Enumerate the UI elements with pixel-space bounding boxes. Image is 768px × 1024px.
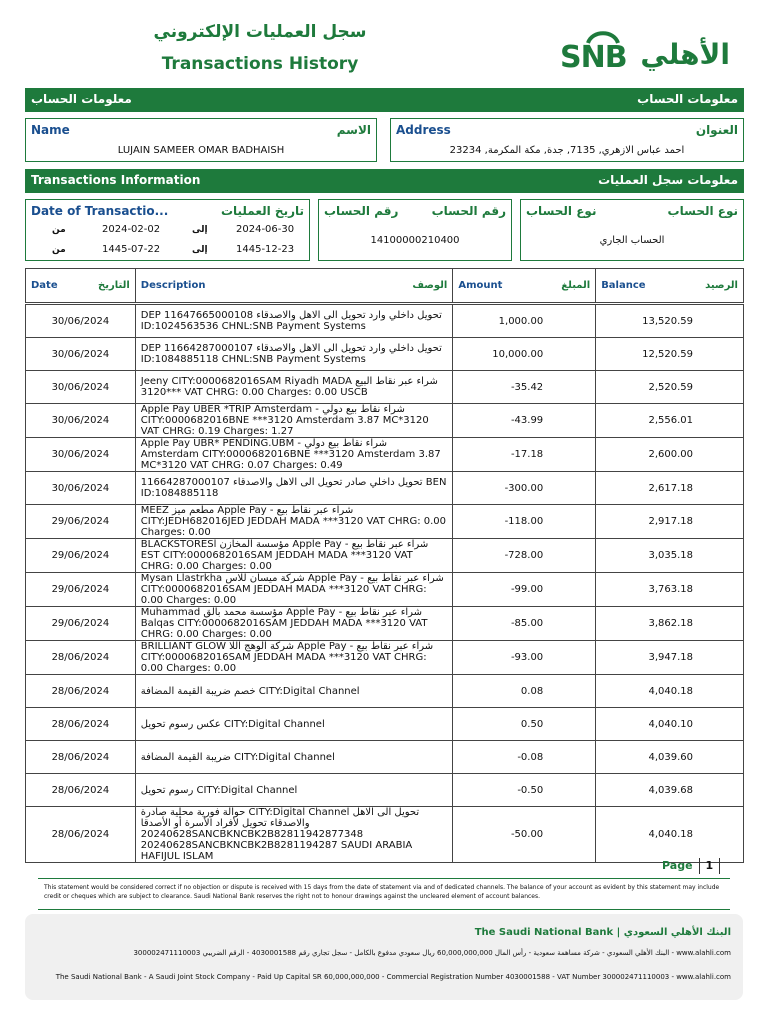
transactions-info-bar — [25, 169, 744, 193]
date-range-label-en: Date of Transactio... — [31, 204, 169, 218]
logo-text-ar: الأهلي — [640, 38, 730, 71]
table-row — [26, 505, 744, 539]
row-date: 29/06/2024 — [26, 539, 136, 573]
row-description: Apple Pay UBER *TRIP Amsterdam - شراء نقاط بيع دولي CITY:0000682016BNE ***3120 Amsterdam 3.87 MC*3120 VAT CHRG: 0.19 Charges: 1.27 — [135, 404, 453, 438]
balance-header-ar: الرصيد — [705, 280, 738, 291]
table-row — [26, 675, 744, 708]
table-row — [26, 741, 744, 774]
row-amount: 10,000.00 — [453, 338, 596, 371]
from-label-hijri: من — [52, 245, 66, 255]
row-amount: -85.00 — [453, 607, 596, 641]
account-type-label-left: نوع الحساب — [526, 204, 597, 218]
row-date: 30/06/2024 — [26, 371, 136, 404]
balance-column-header — [596, 269, 744, 303]
footer-line-ar: البنك الأهلي السعودي - شركة مساهمة سعودية - رأس المال 60,000,000,000 ريال سعودي مدفوع بالكامل - سجل تجاري رقم 4030001588 - الرقم الضريبي 300002471110003 - www.alahli.com — [133, 949, 731, 957]
row-description: DEP 11647665000108 تحويل داخلي وارد تحويل الى الاهل والاصدقاء ID:1024563536 CHNL:SNB Payment Systems — [135, 305, 453, 338]
row-description: ضريبة القيمة المضافة CITY:Digital Channel — [135, 741, 453, 774]
to-label-hijri: إلى — [192, 245, 208, 255]
to-date-hijri: 1445-12-23 — [236, 244, 295, 255]
name-value: LUJAIN SAMEER OMAR BADHAISH — [117, 145, 285, 156]
table-row — [26, 774, 744, 807]
amount-column-header — [453, 269, 596, 303]
page-divider — [699, 858, 700, 874]
row-amount: -300.00 — [453, 472, 596, 505]
row-balance: 2,600.00 — [596, 438, 744, 472]
description-header-ar: الوصف — [412, 280, 448, 291]
account-info-label-left: معلومات الحساب — [31, 92, 132, 106]
row-balance: 4,039.68 — [596, 774, 744, 807]
row-balance: 3,862.18 — [596, 607, 744, 641]
row-balance: 2,917.18 — [596, 505, 744, 539]
row-amount: -43.99 — [453, 404, 596, 438]
address-label-ar: العنوان — [695, 123, 738, 137]
account-type-label-right: نوع الحساب — [667, 204, 738, 218]
row-date: 30/06/2024 — [26, 438, 136, 472]
description-column-header — [135, 269, 453, 303]
row-amount: -99.00 — [453, 573, 596, 607]
row-balance: 4,039.60 — [596, 741, 744, 774]
amount-header-en: Amount — [458, 280, 503, 291]
row-date: 30/06/2024 — [26, 404, 136, 438]
to-label: إلى — [192, 225, 208, 235]
name-box — [25, 118, 377, 162]
transactions-info-label-en: Transactions Information — [31, 173, 201, 187]
table-row — [26, 807, 744, 863]
row-description: Apple Pay UBR* PENDING.UBM - شراء نقاط بيع دولي Amsterdam CITY:0000682016BNE ***3120 Amsterdam 3.87 MC*3120 VAT CHRG: 0.07 Charges: 0.49 — [135, 438, 453, 472]
address-value: احمد عباس الازهري, 7135, جدة, مكة المكرمة, 23234 — [449, 145, 685, 156]
row-date: 28/06/2024 — [26, 641, 136, 675]
address-box — [390, 118, 744, 162]
row-amount: -93.00 — [453, 641, 596, 675]
to-date-gregorian: 2024-06-30 — [236, 224, 295, 235]
row-description: DEP 11664287000107 تحويل داخلي وارد تحويل الى الاهل والاصدقاء ID:1084885118 CHNL:SNB Payment Systems — [135, 338, 453, 371]
row-description: Muhammad مؤسسة محمد بالق Apple Pay - شراء عبر نقاط بيع Balqas CITY:0000682016SAM JEDDAH MADA ***3120 VAT CHRG: 0.00 Charges: 0.00 — [135, 607, 453, 641]
footer-divider-top — [38, 878, 730, 879]
row-description: BLACKSTORESl مؤسسة المخازن Apple Pay - شراء عبر نقاط بيع EST CITY:0000682016SAM JEDDAH MADA ***3120 VAT CHRG: 0.00 Charges: 0.00 — [135, 539, 453, 573]
table-row — [26, 305, 744, 338]
row-date: 28/06/2024 — [26, 708, 136, 741]
footer — [25, 914, 743, 1000]
row-date: 28/06/2024 — [26, 675, 136, 708]
footer-divider-bottom — [38, 909, 730, 910]
table-row — [26, 539, 744, 573]
balance-header-en: Balance — [601, 280, 646, 291]
row-date: 28/06/2024 — [26, 807, 136, 863]
row-description: رسوم تحويل CITY:Digital Channel — [135, 774, 453, 807]
page-label: Page — [662, 859, 693, 872]
row-amount: 0.08 — [453, 675, 596, 708]
row-amount: 0.50 — [453, 708, 596, 741]
account-type-value: الحساب الجاري — [599, 235, 665, 246]
page-divider — [719, 858, 720, 874]
from-date-gregorian: 2024-02-02 — [102, 224, 161, 235]
page-title: Transactions History — [161, 54, 359, 74]
page-number: 1 — [705, 859, 714, 872]
table-row — [26, 472, 744, 505]
date-range-box — [25, 199, 310, 261]
row-amount: -0.08 — [453, 741, 596, 774]
row-amount: -35.42 — [453, 371, 596, 404]
row-amount: -0.50 — [453, 774, 596, 807]
table-row — [26, 338, 744, 371]
row-date: 28/06/2024 — [26, 774, 136, 807]
account-number-box — [318, 199, 512, 261]
row-description: 11664287000107 تحويل داخلي صادر تحويل الى الاهل والاصدقاء BEN ID:1084885118 — [135, 472, 453, 505]
row-date: 29/06/2024 — [26, 607, 136, 641]
transactions-table — [25, 268, 744, 863]
row-balance: 4,040.18 — [596, 807, 744, 863]
amount-header-ar: المبلغ — [561, 280, 591, 291]
row-balance: 2,617.18 — [596, 472, 744, 505]
table-row — [26, 371, 744, 404]
row-date: 28/06/2024 — [26, 741, 136, 774]
row-amount: -728.00 — [453, 539, 596, 573]
row-date: 30/06/2024 — [26, 472, 136, 505]
account-type-box — [520, 199, 744, 261]
row-date: 30/06/2024 — [26, 305, 136, 338]
from-label: من — [52, 225, 66, 235]
account-info-bar — [25, 88, 744, 112]
row-description: Jeeny CITY:0000682016SAM Riyadh MADA شراء عبر نقاط البيع ***3120 VAT CHRG: 0.00 Charges: 0.00 USCB — [135, 371, 453, 404]
account-number-label-right: رقم الحساب — [431, 204, 506, 218]
table-row — [26, 404, 744, 438]
date-range-label-ar: تاريخ العمليات — [220, 204, 304, 218]
row-date: 29/06/2024 — [26, 505, 136, 539]
disclaimer-text: This statement would be considered correct if no objection or dispute is received with 15 days from the date of statement via and of dedicated channels. The balance of your account as evident by this statement may include credit or cheques which are subject to clearance. Saudi National Bank reserves the right not to honour drawings against the uncleared element of account balances. — [44, 884, 720, 900]
transactions-info-label-ar: معلومات سجل العمليات — [598, 173, 738, 187]
table-row — [26, 607, 744, 641]
row-description: حوالة فورية محلية صادرة CITY:Digital Channel تحويل الى الاهل والاصدقاء تحويل لأفراد الأسرة أو الأصدقا 20240628SANCBKNCBK2B82811942877348 20240628SANCBKNCBK2B8281194287 SAUDI ARABIA HAFIJUL ISLAM — [135, 807, 453, 863]
description-header-en: Description — [140, 280, 206, 291]
row-description: عكس رسوم تحويل CITY:Digital Channel — [135, 708, 453, 741]
row-amount: -17.18 — [453, 438, 596, 472]
date-column-header — [26, 269, 136, 303]
name-label-ar: الاسم — [336, 123, 371, 137]
row-balance: 2,520.59 — [596, 371, 744, 404]
row-balance: 3,035.18 — [596, 539, 744, 573]
table-row — [26, 573, 744, 607]
page-title-ar: سجل العمليات الإلكتروني — [153, 22, 367, 42]
row-description: BRILLIANT GLOW شركة الوهج اللا Apple Pay - شراء عبر نقاط بيع CITY:0000682016SAM JEDDAH MADA ***3120 VAT CHRG: 0.00 Charges: 0.00 — [135, 641, 453, 675]
table-row — [26, 708, 744, 741]
logo-text-en: SNB — [560, 40, 627, 75]
footer-line-en: The Saudi National Bank - A Saudi Joint Stock Company - Paid Up Capital SR 60,000,000,000 - Commercial Registration Number 4030001588 - VAT Number 300002471110003 - www.alahli.com — [55, 973, 731, 981]
from-date-hijri: 1445-07-22 — [102, 244, 161, 255]
pagination — [662, 858, 726, 874]
date-header-en: Date — [31, 280, 58, 291]
row-balance: 4,040.18 — [596, 675, 744, 708]
account-info-label-right: معلومات الحساب — [637, 92, 738, 106]
address-label-en: Address — [396, 123, 451, 137]
row-balance: 13,520.59 — [596, 305, 744, 338]
table-row — [26, 438, 744, 472]
row-balance: 3,947.18 — [596, 641, 744, 675]
row-balance: 4,040.10 — [596, 708, 744, 741]
row-balance: 2,556.01 — [596, 404, 744, 438]
account-number-label-left: رقم الحساب — [324, 204, 399, 218]
row-balance: 3,763.18 — [596, 573, 744, 607]
row-amount: -118.00 — [453, 505, 596, 539]
row-amount: -50.00 — [453, 807, 596, 863]
name-label-en: Name — [31, 123, 70, 137]
row-balance: 12,520.59 — [596, 338, 744, 371]
row-date: 29/06/2024 — [26, 573, 136, 607]
row-description: خصم ضريبة القيمة المضافة CITY:Digital Channel — [135, 675, 453, 708]
footer-bank-name: The Saudi National Bank | البنك الأهلي السعودي — [474, 927, 731, 938]
table-header-row — [26, 269, 744, 303]
row-date: 30/06/2024 — [26, 338, 136, 371]
row-description: MEEZ مطعم ميز Apple Pay - شراء عبر نقاط بيع CITY:JEDH682016JED JEDDAH MADA ***3120 VAT CHRG: 0.00 Charges: 0.00 — [135, 505, 453, 539]
account-number-value: 14100000210400 — [370, 235, 460, 246]
row-amount: 1,000.00 — [453, 305, 596, 338]
snb-logo — [560, 30, 730, 78]
table-row — [26, 641, 744, 675]
row-description: Mysan Llastrkha شركة ميسان للاس Apple Pay - شراء عبر نقاط بيع CITY:0000682016SAM JEDDAH MADA ***3120 VAT CHRG: 0.00 Charges: 0.00 — [135, 573, 453, 607]
date-header-ar: التاريخ — [98, 280, 130, 291]
